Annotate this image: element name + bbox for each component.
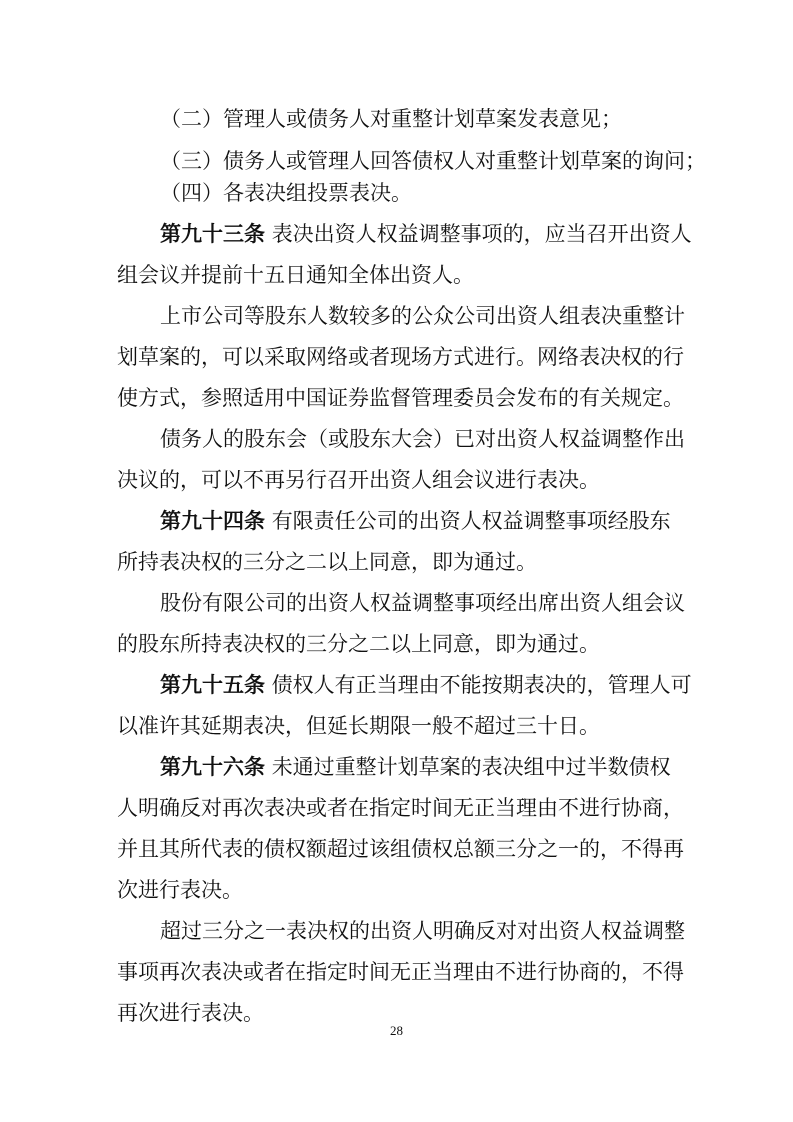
article-93-heading-line: 第九十三条 表决出资人权益调整事项的，应当召开出资人 [160, 222, 692, 246]
text-line: 并且其所代表的债权额超过该组债权总额三分之一的，不得再 [117, 837, 684, 861]
text-line: 事项再次表决或者在指定时间无正当理由不进行协商的，不得 [117, 960, 684, 984]
text-line: 使方式，参照适用中国证券监督管理委员会发布的有关规定。 [117, 386, 684, 410]
article-96-heading-line: 第九十六条 未通过重整计划草案的表决组中过半数债权 [160, 755, 671, 779]
text-line: 次进行表决。 [117, 878, 243, 902]
text-line: 所持表决权的三分之二以上同意，即为通过。 [117, 550, 537, 574]
text-line: 超过三分之一表决权的出资人明确反对对出资人权益调整 [160, 919, 685, 943]
text-line: 再次进行表决。 [117, 1001, 264, 1025]
text-line: 债务人的股东会（或股东大会）已对出资人权益调整作出 [160, 427, 685, 451]
text-line: 组会议并提前十五日通知全体出资人。 [117, 263, 474, 287]
text-line: 以准许其延期表决，但延长期限一般不超过三十日。 [117, 714, 600, 738]
text-line: （四）各表决组投票表决。 [160, 181, 412, 205]
article-94-heading-line: 第九十四条 有限责任公司的出资人权益调整事项经股东 [160, 509, 671, 533]
text-line: （二）管理人或债务人对重整计划草案发表意见； [160, 107, 622, 131]
text-line: 股份有限公司的出资人权益调整事项经出席出资人组会议 [160, 591, 685, 615]
text-line: 决议的，可以不再另行召开出资人组会议进行表决。 [117, 468, 600, 492]
text-line: （三）债务人或管理人回答债权人对重整计划草案的询问； [160, 149, 706, 173]
text-line: 人明确反对再次表决或者在指定时间无正当理由不进行协商， [117, 796, 684, 820]
article-93-label: 第九十三条 [160, 222, 265, 246]
page-number: 28 [390, 1023, 403, 1038]
text-line: 划草案的，可以采取网络或者现场方式进行。网络表决权的行 [117, 345, 684, 369]
article-95-label: 第九十五条 [160, 673, 265, 697]
article-94-label: 第九十四条 [160, 509, 265, 533]
article-96-label: 第九十六条 [160, 755, 265, 779]
text-line: 上市公司等股东人数较多的公众公司出资人组表决重整计 [160, 304, 685, 328]
text-line: 的股东所持表决权的三分之二以上同意，即为通过。 [117, 632, 600, 656]
article-95-heading-line: 第九十五条 债权人有正当理由不能按期表决的，管理人可 [160, 673, 692, 697]
